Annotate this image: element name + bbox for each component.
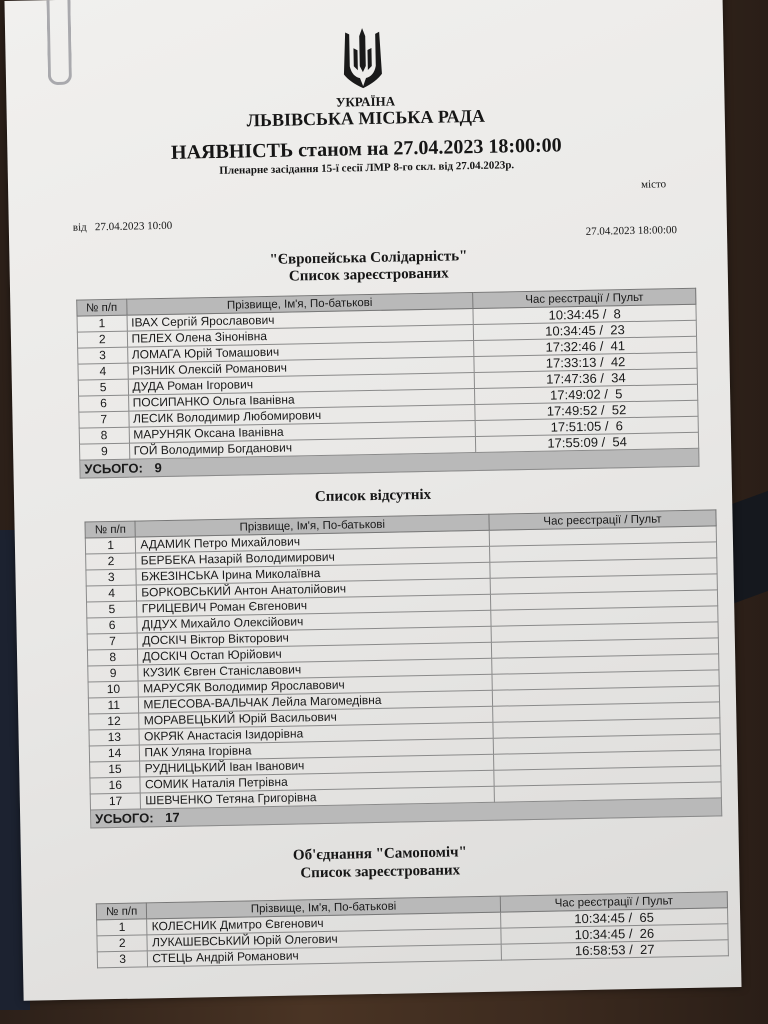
row-number: 12: [89, 713, 140, 730]
period-from: від 27.04.2023 10:00: [72, 219, 173, 234]
deputy-name: ПОСИПАНКО Ольга Іванівна: [128, 389, 475, 412]
total-label: УСЬОГО:: [95, 810, 154, 827]
deputy-name: СТЕЦЬ Андрій Романович: [148, 944, 502, 967]
row-number: 2: [97, 935, 148, 952]
column-header-time: Час реєстрації / Пульт: [500, 892, 727, 912]
row-number: 3: [86, 569, 137, 586]
registration-time: 17:32:46 / 41: [474, 336, 697, 356]
registration-time: 17:49:52 / 52: [475, 400, 698, 420]
column-header-num: № п/п: [85, 521, 136, 538]
period-to: 27.04.2023 18:00:00: [585, 224, 678, 238]
row-number: 15: [90, 761, 141, 778]
document-page: [4, 0, 741, 1001]
row-number: 2: [77, 331, 127, 348]
row-number: 10: [88, 681, 139, 698]
registration-time: 17:49:02 / 5: [475, 384, 698, 404]
row-number: 6: [79, 395, 129, 412]
council-name: ЛЬВІВСЬКА МІСЬКА РАДА: [246, 105, 486, 131]
registration-time: 10:34:45 / 8: [473, 304, 696, 324]
deputy-name: БЕРБЕКА Назарій Володимирович: [136, 546, 490, 569]
paper-clip: [46, 0, 72, 85]
row-number: 16: [90, 777, 141, 794]
deputy-name: ЛОМАГА Юрій Томашович: [127, 341, 474, 364]
page-subtitle: Пленарне засідання 15-ї сесії ЛМР 8-го скл. від 27.04.2023р.: [219, 159, 515, 177]
row-number: 5: [78, 379, 128, 396]
column-header-time: Час реєстрації / Пульт: [473, 288, 696, 308]
deputy-name: ЛУКАШЕВСЬКИЙ Юрій Олегович: [147, 928, 501, 951]
deputy-name: МЕЛЕСОВА-ВАЛЬЧАК Лейла Магомедівна: [139, 690, 493, 713]
column-header-name: Прізвище, Ім'я, По-батькові: [126, 293, 473, 316]
row-number: 2: [86, 553, 137, 570]
deputy-name: ГРИЦЕВИЧ Роман Євгенович: [137, 594, 491, 617]
registered-table-es: [76, 288, 699, 479]
registration-time: 17:51:05 / 6: [475, 416, 698, 436]
city-label: місто: [640, 178, 667, 191]
deputy-name: ЛЕСИК Володимир Любомирович: [128, 405, 475, 428]
row-number: 13: [89, 729, 140, 746]
deputy-name: ДОСКІЧ Віктор Вікторович: [138, 626, 492, 649]
deputy-name: ГОЙ Володимир Богданович: [129, 437, 476, 460]
row-number: 17: [90, 793, 141, 810]
deputy-name: ІВАХ Сергій Ярославович: [127, 309, 474, 332]
deputy-name: СОМИК Наталія Петрівна: [140, 770, 494, 793]
list-title: Список зареєстрованих: [300, 862, 461, 882]
deputy-name: МАРУСЯК Володимир Ярославович: [139, 674, 493, 697]
registration-time: 10:34:45 / 65: [500, 908, 727, 928]
registration-time: 16:58:53 / 27: [501, 940, 728, 960]
deputy-name: КОЛЕСНИК Дмитро Євгенович: [147, 912, 501, 935]
faction-title: Об'єднання "Самопоміч": [292, 844, 468, 864]
deputy-name: АДАМИК Петро Михайлович: [136, 530, 490, 553]
deputy-name: РІЗНИК Олексій Романович: [127, 357, 474, 380]
deputy-name: БОРКОВСЬКИЙ Антон Анатолійович: [137, 578, 491, 601]
row-number: 11: [88, 697, 139, 714]
list-title: Список зареєстрованих: [288, 265, 449, 285]
trident-icon: [339, 26, 386, 91]
deputy-name: ДІДУХ Михайло Олексійович: [137, 610, 491, 633]
deputy-name: ОКРЯК Анастасія Ізидорівна: [139, 722, 493, 745]
registration-time: 17:47:36 / 34: [474, 368, 697, 388]
deputy-name: КУЗИК Євген Станіславович: [138, 658, 492, 681]
column-header-name: Прізвище, Ім'я, По-батькові: [135, 514, 489, 537]
deputy-name: РУДНИЦЬКИЙ Іван Іванович: [140, 754, 494, 777]
list-title: Список відсутніх: [314, 486, 432, 506]
faction-title: "Європейська Солідарність": [269, 248, 468, 268]
deputy-name: МАРУНЯК Оксана Іванівна: [129, 421, 476, 444]
row-number: 1: [77, 315, 127, 332]
page-title: НАЯВНІСТЬ станом на 27.04.2023 18:00:00: [170, 134, 562, 164]
total-count: 17: [165, 809, 180, 826]
total-label: УСЬОГО:: [84, 460, 144, 477]
absent-table-es: [84, 509, 722, 828]
total-count: 9: [154, 460, 162, 476]
row-number: 9: [88, 665, 139, 682]
column-header-name: Прізвище, Ім'я, По-батькові: [147, 896, 501, 919]
registration-time: 17:33:13 / 42: [474, 352, 697, 372]
row-number: 7: [79, 411, 129, 428]
registration-time: 10:34:45 / 26: [501, 924, 728, 944]
deputy-name: МОРАВЕЦЬКИЙ Юрій Васильович: [139, 706, 493, 729]
row-number: 4: [78, 363, 128, 380]
registered-table-samopomich: [96, 891, 729, 968]
row-number: 1: [85, 537, 136, 554]
row-number: 3: [97, 951, 148, 968]
row-number: 1: [97, 919, 148, 936]
deputy-name: БЖЕЗІНСЬКА Ірина Миколаївна: [136, 562, 490, 585]
row-number: 5: [87, 601, 138, 618]
column-header-num: № п/п: [96, 903, 147, 920]
deputy-name: ПЕЛЕХ Олена Зінонівна: [127, 325, 474, 348]
column-header-num: № п/п: [77, 299, 127, 316]
registration-time: 17:55:09 / 54: [476, 432, 699, 452]
row-number: 6: [87, 617, 138, 634]
row-number: 9: [79, 443, 129, 460]
row-number: 4: [86, 585, 137, 602]
row-number: 14: [89, 745, 140, 762]
row-number: 8: [79, 427, 129, 444]
row-number: 8: [87, 649, 138, 666]
registration-time: 10:34:45 / 23: [473, 320, 696, 340]
deputy-name: ПАК Уляна Ігорівна: [140, 738, 494, 761]
column-header-time: Час реєстрації / Пульт: [489, 510, 716, 530]
country-label: УКРАЇНА: [335, 93, 396, 110]
deputy-name: ДУДА Роман Ігорович: [128, 373, 475, 396]
row-number: 7: [87, 633, 138, 650]
deputy-name: ДОСКІЧ Остап Юрійович: [138, 642, 492, 665]
deputy-name: ШЕВЧЕНКО Тетяна Григорівна: [141, 786, 495, 809]
row-number: 3: [78, 347, 128, 364]
